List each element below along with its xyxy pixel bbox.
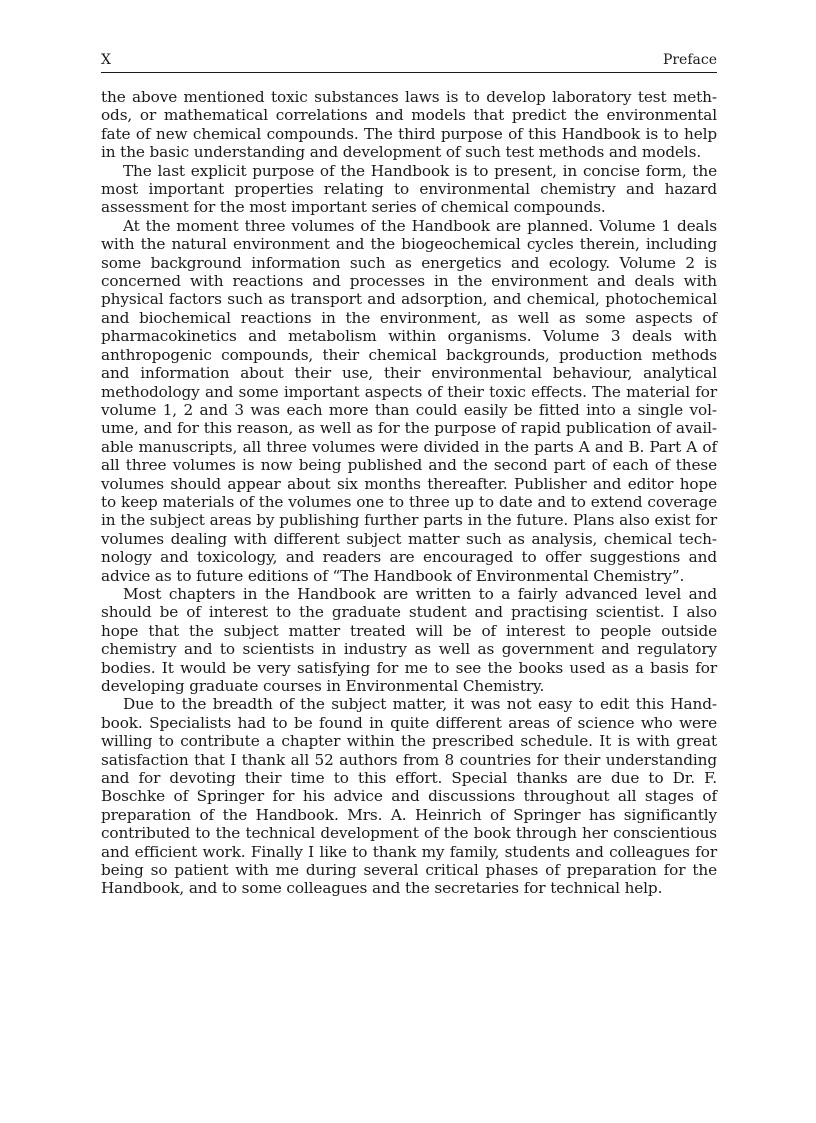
paragraph: Most chapters in the Handbook are written to a fairly advanced level and should be of interest to the graduate student and practising scientist. I also hope that the subject matter treated will be of interest to people outside chemistry and to scientists in industry as well as government and regulatory bodies. It would be very satisfying for me to see the books used as a basis for developing graduate courses in Environmental Chemistry. — [101, 584, 717, 695]
paragraph: Due to the breadth of the subject matter, it was not easy to edit this Handbook. Specialists had to be found in quite different areas of science who were willing to contribute a chapter within the prescribed schedule. It is with great satisfaction that I thank all 52 authors from 8 countries for their understanding and for devoting their time to this effort. Special thanks are due to Dr. F. Boschke of Springer for his advice and discussions throughout all stages of preparation of the Handbook. Mrs. A. Heinrich of Springer has significantly contributed to the technical development of the book through her conscientious and efficient work. Finally I like to thank my family, students and colleagues for being so patient with me during several critical phases of preparation for the Handbook, and to some colleagues and the secretaries for technical help. — [101, 695, 717, 898]
page-number: X — [101, 52, 111, 68]
book-page — [101, 52, 717, 898]
paragraph: The last explicit purpose of the Handbook is to present, in concise form, the most important properties relating to environmental chemistry and hazard assessment for the most important series of chemical compounds. — [101, 161, 717, 217]
section-title: Preface — [662, 52, 717, 68]
paragraph: the above mentioned toxic substances laws is to develop laboratory test methods, or mathematical correlations and models that predict the environmental fate of new chemical compounds. The third purpose of this Handbook is to help in the basic understanding and development of such test methods and models. — [101, 88, 717, 162]
body-text — [101, 88, 717, 898]
running-header — [101, 52, 717, 73]
paragraph: At the moment three volumes of the Handbook are planned. Volume 1 deals with the natural environment and the biogeochemical cycles therein, including some background information such as energetics and ecology. Volume 2 is concerned with reactions and processes in the environment and deals with physical factors such as transport and adsorption, and chemical, photochemical and biochemical reactions in the environment, as well as some aspects of pharmacokinetics and metabolism within organisms. Volume 3 deals with anthropogenic compounds, their chemical backgrounds, production methods and information about their use, their environmental behaviour, analytical methodology and some important aspects of their toxic effects. The material for volume 1, 2 and 3 was each more than could easily be fitted into a single volume, and for this reason, as well as for the purpose of rapid publication of available manuscripts, all three volumes were divided in the parts A and B. Part A of all three volumes is now being published and the second part of each of these volumes should appear about six months thereafter. Publisher and editor hope to keep materials of the volumes one to three up to date and to extend coverage in the subject areas by publishing further parts in the future. Plans also exist for volumes dealing with different subject matter such as analysis, chemical technology and toxicology, and readers are encouraged to offer suggestions and advice as to future editions of “The Handbook of Environmental Chemistry”. — [101, 216, 717, 585]
